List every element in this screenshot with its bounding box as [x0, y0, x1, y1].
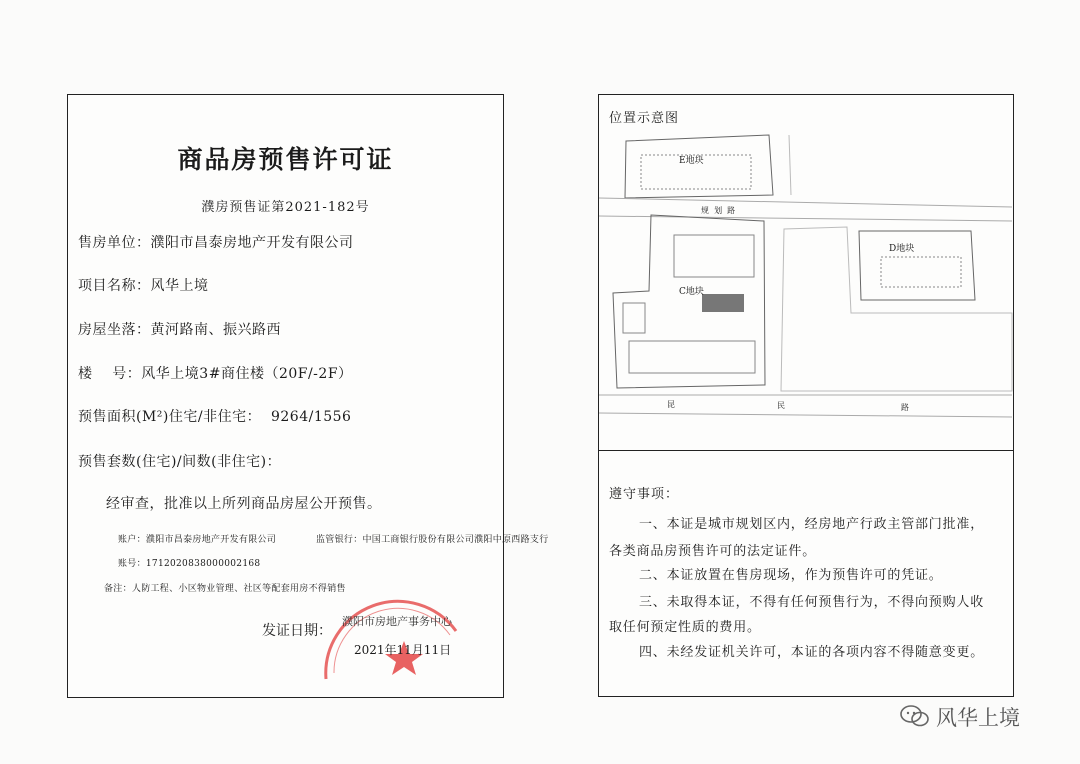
certificate-title: 商品房预售许可证: [177, 145, 394, 174]
certificate-panel: [67, 94, 549, 698]
map-label-block-c: C地块: [679, 287, 704, 297]
issuing-authority: 濮阳市房地产事务中心: [342, 615, 452, 628]
project-field: 项目名称：风华上境: [78, 278, 209, 294]
location-map: [599, 95, 1012, 449]
certificate-number: 濮房预售证第2021-182号: [201, 200, 370, 215]
map-label-block-e: E地块: [679, 156, 704, 166]
seller-field: 售房单位：濮阳市昌泰房地产开发有限公司: [78, 235, 354, 251]
rule-2: 二、本证放置在售房现场，作为预售许可的凭证。: [639, 568, 943, 583]
remarks: 备注：人防工程、小区物业管理、社区等配套用房不得销售: [104, 584, 346, 594]
wechat-icon: [900, 704, 930, 728]
supervising-bank: 监管银行：中国工商银行股份有限公司濮阳中原西路支行: [316, 535, 549, 545]
issue-date: 2021年11月11日: [354, 643, 452, 657]
rule-3-line-1: 三、未取得本证，不得有任何预售行为，不得向预购人收: [639, 595, 985, 610]
approval-statement: 经审查，批准以上所列商品房屋公开预售。: [106, 496, 382, 512]
map-label-block-d: D地块: [889, 244, 915, 254]
location-field: 房屋坐落：黄河路南、振兴路西: [78, 322, 281, 338]
units-field: 预售套数(住宅)/间数(非住宅)：: [78, 454, 282, 470]
watermark-text: 风华上境: [936, 706, 1020, 730]
building-field: 楼 号：风华上境3#商住楼（20F/-2F）: [78, 366, 353, 382]
map-title: 位置示意图: [609, 111, 680, 126]
map-label-road-bottom-2: 民: [777, 401, 785, 410]
rule-3-line-2: 取任何预定性质的费用。: [609, 620, 761, 635]
panel-divider: [599, 450, 1013, 451]
map-label-road-top: 规 划 路: [701, 206, 736, 215]
rule-4: 四、未经发证机关许可，本证的各项内容不得随意变更。: [639, 645, 985, 660]
map-label-road-bottom-3: 路: [901, 403, 909, 412]
rule-1-line-2: 各类商品房预售许可的法定证件。: [609, 544, 817, 559]
rule-1-line-1: 一、本证是城市规划区内，经房地产行政主管部门批准，: [639, 517, 985, 532]
issue-date-label: 发证日期：: [262, 623, 332, 639]
account-name: 账户：濮阳市昌泰房地产开发有限公司: [118, 535, 277, 545]
map-label-road-bottom-1: 昆: [667, 400, 675, 409]
info-panel: [598, 94, 1014, 697]
rules-title: 遵守事项：: [609, 487, 680, 502]
area-field: 预售面积(M²)住宅/非住宅： 9264/1556: [78, 409, 352, 425]
account-number: 账号：1712020838000002168: [118, 559, 261, 569]
